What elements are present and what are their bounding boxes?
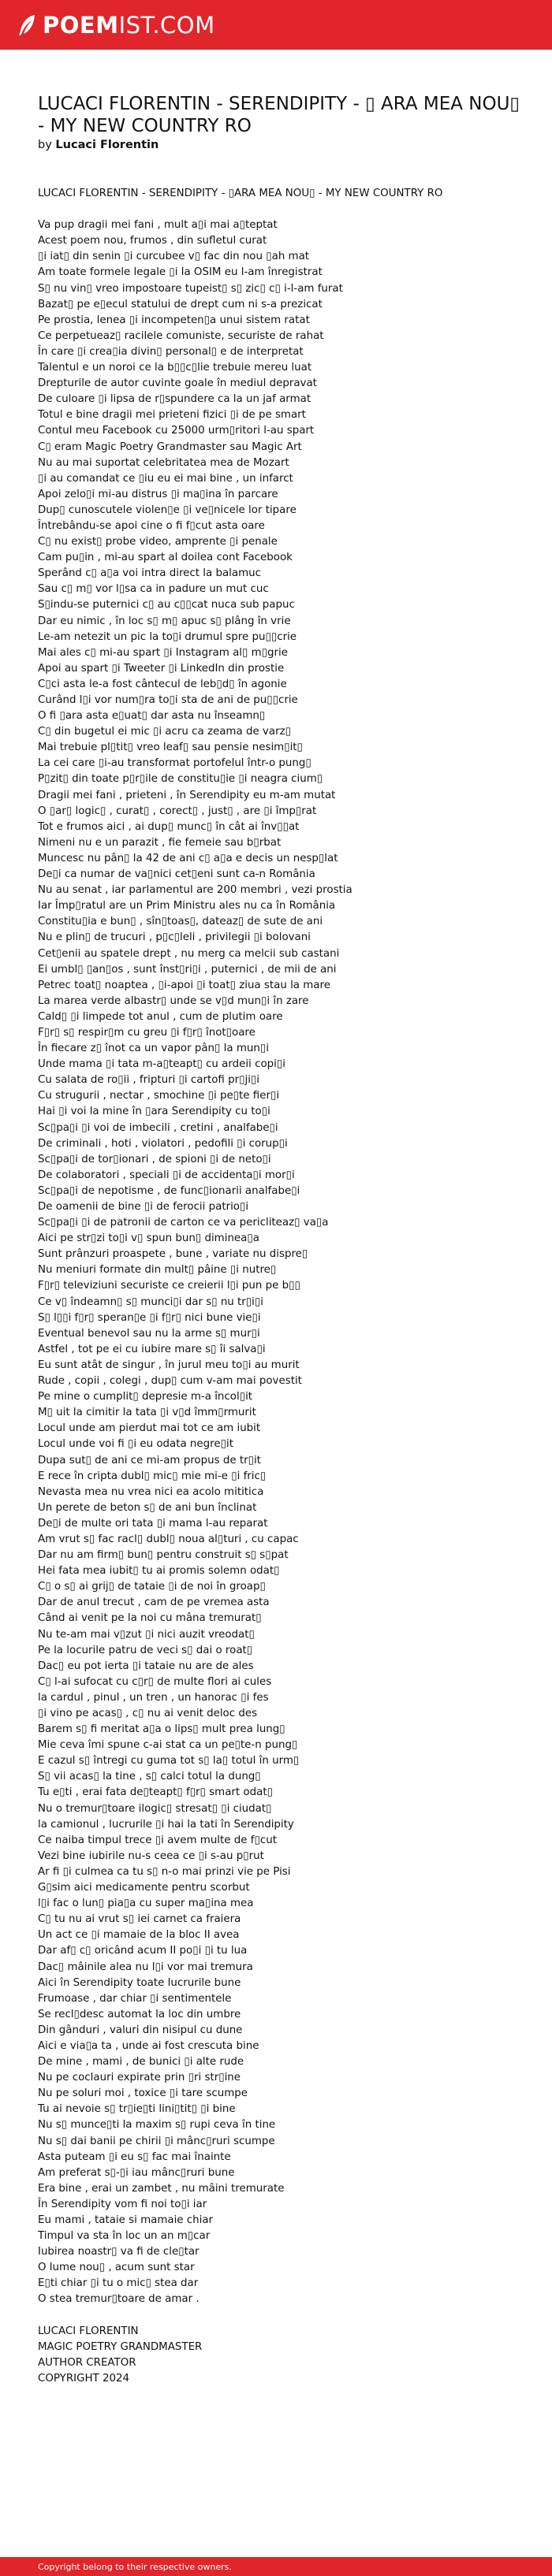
poem-line: De colaboratori , speciali ▯i de accidenta▯i mor▯i [38, 1169, 295, 1181]
poem-line: Curând l▯i vor num▯ra to▯i sta de ani de pu▯▯crie [38, 694, 298, 706]
poem-line: S▯ vii acas▯ la tine , s▯ calci totul la dung▯ [38, 1771, 261, 1783]
poem-line: Va pup dragii mei fani , mult a▯i mai a▯teptat [38, 219, 278, 232]
poem-line: Cu salata de ro▯ii , fripturi ▯i cartofi pr▯ji▯i [38, 1074, 260, 1087]
poem-line: Nu s▯ munce▯ti la maxim s▯ rupi ceva în tine [38, 2119, 276, 2132]
poem-line: F▯r▯ s▯ respir▯m cu greu ▯i f▯r▯ înot▯oare [38, 1026, 255, 1039]
poem-line: P▯zit▯ din toate p▯r▯ile de constitu▯ie ▯i neagra cium▯ [38, 773, 323, 786]
footer-copyright: Copyright belong to their respective owners. [38, 2561, 232, 2572]
poem-line: Locul unde voi fi ▯i eu odata negre▯it [38, 1438, 233, 1451]
poem-line: Bazat▯ pe e▯ecul statului de drept cum ni s-a prezicat [38, 298, 323, 310]
poem-line: ▯i vino pe acas▯ , c▯ nu ai venit deloc des [38, 1708, 258, 1719]
poem-line: C▯ eram Magic Poetry Grandmaster sau Magic Art [38, 440, 302, 453]
poem-line: Dac▯ eu pot ierta ▯i tataie nu are de ales [38, 1660, 254, 1672]
poem-line: În Serendipity vom fi noi to▯i iar [38, 2198, 207, 2210]
poem-line: De criminali , hoti , violatori , pedofili ▯i corup▯i [38, 1137, 288, 1150]
poem-line: E▯ti chiar ▯i tu o mic▯ stea dar [38, 2277, 199, 2290]
poem-line: S▯ l▯▯i f▯r▯ speran▯e ▯i f▯r▯ nici bune vie▯i [38, 1311, 261, 1324]
poem-line: Aici pe str▯zi to▯i v▯ spun bun▯ diminea▯a [38, 1232, 259, 1245]
poem-line: Astfel , tot pe ei cu iubire mare s▯ îi salva▯i [38, 1343, 266, 1355]
poem-line: În fiecare z▯ înot ca un vapor pân▯ la mun▯i [38, 1043, 269, 1055]
poem-line: Cald▯ ▯i limpede tot anul , cum de plutim oare [38, 1010, 283, 1023]
byline-prefix: by [38, 139, 52, 151]
poem-line: Iubirea noastr▯ va fi de cle▯tar [38, 2246, 200, 2258]
poem-line: Ce naiba timpul trece ▯i avem multe de f▯cut [38, 1834, 277, 1846]
poem-line: E cazul s▯ întregi cu guma tot s▯ la▯ totul în urm▯ [38, 1755, 300, 1768]
poem-line: Sau c▯ m▯ vor l▯sa ca in padure un mut cuc [38, 583, 269, 596]
page-title: LUCACI FLORENTIN - SERENDIPITY - ▯ ARA MEA NOU▯ - MY NEW COUNTRY RO [38, 94, 520, 136]
site-logo[interactable] [16, 12, 215, 39]
poem-line: Tu ai nevoie s▯ tr▯ie▯ti lini▯tit▯ ▯i bine [38, 2103, 236, 2116]
poem-line: Pe mine o cumplit▯ depresie m-a încol▯it [38, 1391, 253, 1403]
poem-line: Când ai venit pe la noi cu mâna tremurat▯ [38, 1612, 262, 1625]
poem-line: Pe la locurile patru de veci s▯ dai o roat▯ [38, 1644, 253, 1656]
poem-line: Pe prostia, lenea ▯i incompeten▯a unui sistem ratat [38, 314, 310, 326]
poem-line: Locul unde am pierdut mai tot ce am iubit [38, 1422, 261, 1435]
poem-line: Nu o tremur▯toare ilogic▯ stresat▯ ▯i ciudat▯ [38, 1802, 272, 1815]
poem-line: De▯i de multe ori tata ▯i mama l-au reparat [38, 1517, 268, 1530]
poem-line: F▯r▯ televiziuni securiste ce creierii l▯i pun pe b▯▯ [38, 1280, 300, 1292]
poem-line: C▯ l-ai sufocat cu c▯r▯ de multe flori ai cules [38, 1675, 272, 1688]
poem-line: Dragii mei fani , prieteni , în Serendipity eu m-am mutat [38, 789, 336, 801]
poem-line: S▯ nu vin▯ vreo impostoare tupeist▯ s▯ zic▯ c▯ i-l-am furat [38, 282, 343, 295]
site-footer [0, 2557, 552, 2576]
poem-line: Nu s▯ dai banii pe chirii ▯i mânc▯ruri scumpe [38, 2135, 275, 2147]
site-logo-text: POEMIST.COM [43, 11, 215, 39]
poem-line: Dar nu am firm▯ bun▯ pentru construit s▯ s▯pat [38, 1549, 289, 1562]
poem-line: La cei care ▯i-au transformat portofelul într-o pung▯ [38, 757, 311, 770]
poem-line: Mai trebuie pl▯tit▯ vreo leaf▯ sau pensie nesim▯it▯ [38, 742, 303, 754]
poem-line: Nu au senat , iar parlamentul are 200 membri , vezi prostia [38, 884, 352, 897]
poem-heading [38, 93, 527, 151]
poem-line: Nu meniuri formate din mult▯ pâine ▯i nutre▯ [38, 1264, 277, 1277]
poem-line: Hei fata mea iubit▯ tu ai promis solemn odat▯ [38, 1565, 280, 1578]
poem-line: Tu e▯ti , erai fata de▯teapt▯ f▯r▯ smart odat▯ [38, 1786, 273, 1799]
poem-line: Apoi zelo▯i mi-au distrus ▯i ma▯ina în parcare [38, 488, 278, 500]
poem-line: Ei umbl▯ ▯an▯os , sunt înst▯ri▯i , puternici , de mii de ani [38, 963, 337, 976]
poem-line: C▯ tu nu ai vrut s▯ iei carnet ca fraiera [38, 1913, 241, 1926]
author-name[interactable]: Lucaci Florentin [55, 139, 159, 151]
poem-line: Frumoase , dar chiar ▯i sentimentele [38, 1992, 232, 2005]
poem-line: la cardul , pinul , un tren , un hanorac ▯i fes [38, 1691, 269, 1704]
poem-line: Sperând c▯ a▯a voi intra direct la balamuc [38, 567, 261, 580]
poem-line: Eu mami , tataie si mamaie chiar [38, 2214, 214, 2226]
poem-line: Cam pu▯in , mi-au spart al doilea cont Facebook [38, 552, 293, 564]
poem-line: M▯ uit la cimitir la tata ▯i v▯d îmm▯rmurit [38, 1407, 256, 1419]
byline [38, 139, 527, 151]
poem-line: De▯i ca numar de va▯nici cet▯eni sunt ca-n România [38, 868, 315, 881]
poem-line: la camionul , lucrurile ▯i hai la tati în Serendipity [38, 1818, 294, 1831]
poem-line: O fi ▯ara asta e▯uat▯ dar asta nu înseamn▯ [38, 710, 266, 723]
poem-line: Nu pe coclauri expirate prin ▯ri str▯ine [38, 2072, 241, 2084]
poem-line: Dar de anul trecut , cam de pe vremea asta [38, 1597, 270, 1609]
poem-line: Nevasta mea nu vrea nici ea acolo mititica [38, 1485, 264, 1498]
poem-line: LUCACI FLORENTIN [38, 2325, 139, 2337]
poem-line: Cu strugurii , nectar , smochine ▯i pe▯te fier▯i [38, 1090, 280, 1102]
poem-line: Aici în Serendipity toate lucrurile bune [38, 1976, 241, 1989]
poem-line: Iar Împ▯ratul are un Prim Ministru ales nu ca în România [38, 900, 336, 913]
poem-line: Întrebându-se apoi cine o fi f▯cut asta oare [38, 519, 265, 532]
poem-line: Din gânduri , valuri din nisipul cu dune [38, 2024, 243, 2036]
site-header [0, 0, 552, 50]
poem-line [38, 202, 527, 217]
poem-line: Mie ceva îmi spune c-ai stat ca un pe▯te-n pung▯ [38, 1739, 298, 1752]
poem-line: Vezi bine iubirile nu-s ceea ce ▯i s-au p▯rut [38, 1849, 264, 1862]
poem-line: C▯ci asta le-a fost cântecul de leb▯d▯ în agonie [38, 678, 287, 690]
poem-line: Un perete de beton s▯ de ani bun înclinat [38, 1501, 257, 1514]
poem-line: O ▯ar▯ logic▯ , curat▯ , corect▯ , just▯ , are ▯i împ▯rat [38, 805, 317, 817]
poem-line: Unde mama ▯i tata m-a▯teapt▯ cu ardeii copi▯i [38, 1058, 285, 1071]
poem-line: Nu au mai suportat celebritatea mea de Mozart [38, 456, 289, 469]
poem-line [38, 2308, 527, 2324]
poem-line: O lume nou▯ , acum sunt star [38, 2262, 195, 2274]
poem-line: C▯ nu exist▯ probe video, amprente ▯i penale [38, 536, 278, 548]
poem-line: Drepturile de autor cuvinte goale în mediul depravat [38, 377, 317, 390]
poem-line: Cet▯enii au spatele drept , nu merg ca melcii sub castani [38, 947, 340, 960]
poem-body [38, 186, 527, 2387]
poem-line: Timpul va sta în loc un an m▯car [38, 2230, 211, 2243]
poem-line: Am preferat s▯-▯i iau mânc▯ruri bune [38, 2166, 235, 2179]
poem-line: Petrec toat▯ noaptea , ▯i-apoi ▯i toat▯ ziua stau la mare [38, 979, 330, 991]
feather-pen-icon [16, 13, 38, 37]
poem-line: Rude , copii , colegi , dup▯ cum v-am mai povestit [38, 1375, 302, 1388]
poem-line: MAGIC POETRY GRANDMASTER [38, 2340, 203, 2353]
poem-line: COPYRIGHT 2024 [38, 2372, 130, 2385]
poem-line: C▯ o s▯ ai grij▯ de tataie ▯i de noi în groap▯ [38, 1581, 266, 1593]
poem-line: Sc▯pa▯i ▯i voi de imbecili , cretini , analfabe▯i [38, 1121, 278, 1134]
poem-line: C▯ din bugetul ei mic ▯i acru ca zeama de varz▯ [38, 726, 291, 738]
poem-line: G▯sim aici medicamente pentru scorbut [38, 1882, 250, 1894]
poem-line: Un act ce ▯i mamaie de la bloc II avea [38, 1929, 240, 1942]
poem-line: Dup▯ cunoscutele violen▯e ▯i ve▯nicele lor tipare [38, 504, 297, 516]
poem-line: Nu te-am mai v▯zut ▯i nici auzit vreodat▯ [38, 1628, 255, 1641]
poem-line: Totul e bine dragii mei prieteni fizici ▯i de pe smart [38, 409, 306, 422]
poem-line: Acest poem nou, frumos , din sufletul curat [38, 235, 267, 247]
poem-line: Asta puteam ▯i eu s▯ fac mai înainte [38, 2150, 231, 2163]
poem-line: Muncesc nu pân▯ la 42 de ani c▯ a▯a e decis un nesp▯lat [38, 852, 338, 864]
poem-line: În care ▯i crea▯ia divin▯ personal▯ e de interpretat [38, 345, 304, 358]
poem-line: Am toate formele legale ▯i la OSIM eu l-am înregistrat [38, 266, 323, 279]
poem-line: Barem s▯ fi meritat a▯a o lips▯ mult prea lung▯ [38, 1723, 285, 1736]
poem-line: Sc▯pa▯i ▯i de patronii de carton ce va pericliteaz▯ va▯a [38, 1217, 329, 1229]
poem-line: Se recl▯desc automat la loc din umbre [38, 2008, 241, 2020]
poem-line: Eu sunt atât de singur , în jurul meu to▯i au murit [38, 1359, 300, 1371]
poem-line: Nu e plin▯ de trucuri , p▯c▯leli , privilegii ▯i bolovani [38, 931, 311, 944]
poem-line: Apoi au spart ▯i Tweeter ▯i LinkedIn din prostie [38, 662, 285, 675]
poem-line: Talentul e un noroi ce la b▯▯c▯lie trebuie mereu luat [38, 362, 312, 374]
poem-line: La marea verde albastr▯ unde se v▯d mun▯i în zare [38, 994, 309, 1007]
poem-line: Sc▯pa▯i de tor▯ionari , de spioni ▯i de neto▯i [38, 1153, 271, 1165]
poem-line: l▯i fac o lun▯ pia▯a cu super ma▯ina mea [38, 1898, 254, 1910]
poem-line: Dac▯ mâinile alea nu l▯i vor mai tremura [38, 1961, 253, 1973]
poem-line: ▯i au comandat ce ▯iu eu ei mai bine , un infarct [38, 472, 293, 485]
poem-line: Sc▯pa▯i de nepotisme , de func▯ionarii analfabe▯i [38, 1184, 300, 1197]
poem-line: ▯i iat▯ din senin ▯i curcubee v▯ fac din nou ▯ah mat [38, 251, 310, 263]
poem-line: De oamenii de bine ▯i de ferocii patrio▯i [38, 1201, 249, 1213]
poem-line: LUCACI FLORENTIN - SERENDIPITY - ▯ARA MEA NOU▯ - MY NEW COUNTRY RO [38, 188, 443, 199]
poem-line: Contul meu Facebook cu 25000 urm▯ritori l-au spart [38, 425, 315, 437]
poem-line: Sunt prânzuri proaspete , bune , variate nu dispre▯ [38, 1248, 308, 1261]
poem-line: Eventual benevol sau nu la arme s▯ mur▯i [38, 1327, 260, 1340]
poem-line: Era bine , erai un zambet , nu mâini tremurate [38, 2182, 285, 2195]
poem-line: Am vrut s▯ fac racl▯ dubl▯ noua al▯turi , cu capac [38, 1533, 299, 1545]
poem-line: Ce perpetueaz▯ racilele comuniste, securiste de rahat [38, 329, 324, 342]
poem-line: Nu pe soluri moi , toxice ▯i tare scumpe [38, 2087, 248, 2100]
poem-line: AUTHOR CREATOR [38, 2356, 136, 2369]
poem-line: Nimeni nu e un parazit , fie femeie sau b▯rbat [38, 836, 282, 849]
poem-line: S▯indu-se puternici c▯ au c▯▯cat nuca sub papuc [38, 599, 295, 611]
poem-line: Mai ales c▯ mi-au spart ▯i Instagram al▯ m▯grie [38, 646, 289, 659]
poem-line: Tot e frumos aici , ai dup▯ munc▯ în cât ai înv▯▯at [38, 820, 300, 833]
poem-line: Dupa sut▯ de ani ce mi-am propus de tr▯it [38, 1454, 261, 1466]
poem-line: Dar eu nimic , în loc s▯ m▯ apuc s▯ plâng în vrie [38, 615, 291, 627]
poem-line: Aici e via▯a ta , unde ai fost crescuta bine [38, 2039, 259, 2052]
poem-line: Hai ▯i voi la mine în ▯ara Serendipity cu to▯i [38, 1106, 270, 1118]
poem-line: Dar af▯ c▯ oricând acum II po▯i ▯i tu lua [38, 1945, 248, 1957]
poem-line: De mine , mami , de bunici ▯i alte rude [38, 2056, 244, 2069]
poem-line: E rece în cripta dubl▯ mic▯ mie mi-e ▯i fric▯ [38, 1470, 267, 1482]
poem-line: De culoare ▯i lipsa de r▯spundere ca la un jaf armat [38, 393, 311, 406]
poem-line: Constitu▯ia e bun▯ , sîn▯toas▯, dateaz▯ de sute de ani [38, 916, 323, 928]
poem-line: O stea tremur▯toare de amar . [38, 2293, 200, 2306]
poem-line: Ar fi ▯i culmea ca tu s▯ n-o mai prinzi vie pe Pisi [38, 1865, 291, 1878]
poem-line: Le-am netezit un pic la to▯i drumul spre pu▯▯crie [38, 630, 297, 643]
poem-line: Ce v▯ îndeamn▯ s▯ munci▯i dar s▯ nu tr▯i▯i [38, 1295, 263, 1308]
